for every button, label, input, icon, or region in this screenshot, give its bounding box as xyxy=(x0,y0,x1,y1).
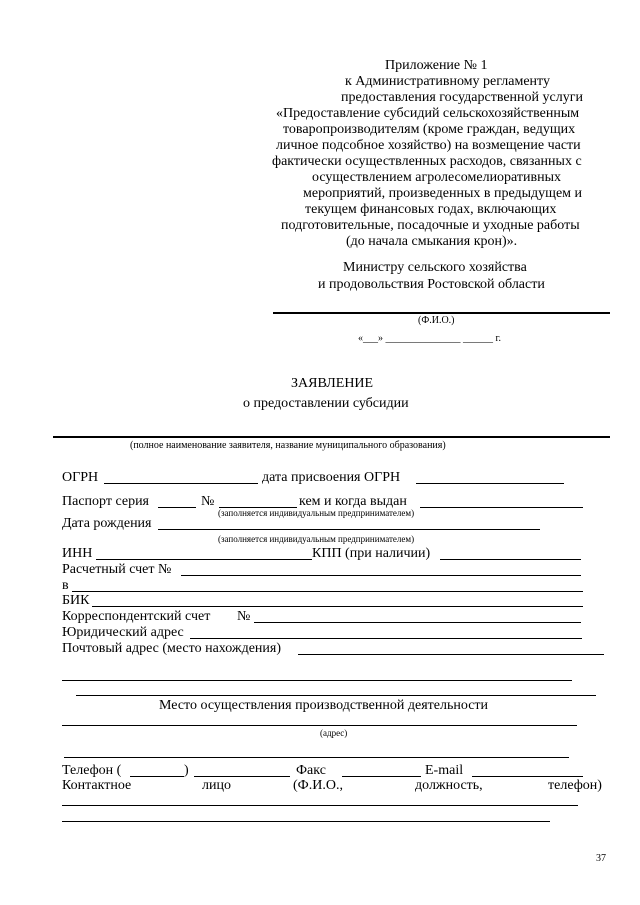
inn-input-line[interactable] xyxy=(96,559,312,560)
issued-by-input-line[interactable] xyxy=(420,507,583,508)
production-place-extra-line[interactable] xyxy=(64,757,569,758)
ogrn-date-input-line[interactable] xyxy=(416,483,564,484)
legal-address-label: Юридический адрес xyxy=(62,625,184,640)
phone-number-input-line[interactable] xyxy=(194,776,290,777)
account-input-line[interactable] xyxy=(181,575,581,576)
appendix-line-5: товаропроизводителям (кроме граждан, ведущих xyxy=(283,122,576,137)
addressee-line-1: Министру сельского хозяйства xyxy=(343,260,527,275)
ogrn-input-line[interactable] xyxy=(104,483,258,484)
document-title: ЗАЯВЛЕНИЕ xyxy=(291,376,374,391)
bank-input-line[interactable] xyxy=(72,591,583,592)
contact-person-line-1[interactable] xyxy=(62,805,578,806)
applicant-caption: (полное наименование заявителя, название муниципального образования) xyxy=(130,440,446,451)
ip-note-2: (заполняется индивидуальным предпринимателем) xyxy=(218,534,415,544)
address-extra-line-1[interactable] xyxy=(62,680,572,681)
contact-word: Контактное xyxy=(62,778,132,793)
addressee-line-2: и продовольствия Ростовской области xyxy=(318,277,545,292)
appendix-line-10: текущем финансовых годах, включающих xyxy=(305,202,557,217)
appendix-line-7: фактически осуществленных расходов, связанных с xyxy=(272,154,582,169)
appendix-line-1: Приложение № 1 xyxy=(385,58,488,73)
phone-close-word: телефон) xyxy=(548,778,602,793)
appendix-line-4: «Предоставление субсидий сельскохозяйственным xyxy=(276,106,580,121)
legal-address-input-line[interactable] xyxy=(190,638,582,639)
appendix-line-3: предоставления государственной услуги xyxy=(341,90,583,105)
ip-note-1: (заполняется индивидуальным предпринимателем) xyxy=(218,508,415,518)
position-word: должность, xyxy=(415,778,483,793)
corr-account-input-line[interactable] xyxy=(254,622,581,623)
production-place-input-line[interactable] xyxy=(62,725,577,726)
addressee-fio-line xyxy=(273,312,610,314)
kpp-label: КПП (при наличии) xyxy=(312,546,431,561)
corr-number-sign: № xyxy=(237,609,251,624)
fio-word: (Ф.И.О., xyxy=(293,778,343,793)
phone-label: Телефон ( xyxy=(62,763,122,778)
phone-code-input-line[interactable] xyxy=(130,776,184,777)
applicant-name-line xyxy=(53,436,610,438)
appendix-line-2: к Административному регламенту xyxy=(345,74,550,89)
passport-series-input-line[interactable] xyxy=(158,507,196,508)
fax-input-line[interactable] xyxy=(342,776,421,777)
bik-label: БИК xyxy=(62,593,90,608)
appendix-line-9: мероприятий, произведенных в предыдущем и xyxy=(303,186,583,201)
corr-account-label: Корреспондентский счет xyxy=(62,609,211,624)
account-label: Расчетный счет № xyxy=(62,562,172,577)
appendix-line-12: (до начала смыкания крон)». xyxy=(346,234,518,249)
document-subtitle: о предоставлении субсидии xyxy=(243,396,409,411)
appendix-line-8: осуществлением агролесомелиоративных xyxy=(312,170,562,185)
contact-person-line-2[interactable] xyxy=(62,821,550,822)
appendix-line-6: личное подсобное хозяйство) на возмещение части xyxy=(276,138,581,153)
birth-date-input-line[interactable] xyxy=(158,529,540,530)
date-line: «___» _______________ ______ г. xyxy=(358,333,501,344)
fax-label: Факс xyxy=(296,763,326,778)
bank-label: в xyxy=(62,578,69,593)
person-word: лицо xyxy=(202,778,231,793)
postal-address-label: Почтовый адрес (место нахождения) xyxy=(62,641,281,656)
inn-label: ИНН xyxy=(62,546,93,561)
passport-number-sign: № xyxy=(201,494,215,509)
birth-date-label: Дата рождения xyxy=(62,516,152,531)
bik-input-line[interactable] xyxy=(92,606,583,607)
issued-by-label: кем и когда выдан xyxy=(299,494,407,509)
page-number: 37 xyxy=(596,853,606,864)
email-input-line[interactable] xyxy=(472,776,583,777)
address-extra-line-2[interactable] xyxy=(76,695,596,696)
email-label: E-mail xyxy=(425,763,464,778)
kpp-input-line[interactable] xyxy=(440,559,581,560)
fio-caption: (Ф.И.О.) xyxy=(418,315,455,326)
passport-series-label: Паспорт серия xyxy=(62,494,149,509)
appendix-line-11: подготовительные, посадочные и уходные работы xyxy=(281,218,580,233)
ogrn-label: ОГРН xyxy=(62,470,99,485)
postal-address-input-line[interactable] xyxy=(298,654,604,655)
production-place-title: Место осуществления производственной деятельности xyxy=(159,698,489,713)
address-caption: (адрес) xyxy=(320,728,348,738)
phone-close-paren: ) xyxy=(184,763,189,778)
ogrn-date-label: дата присвоения ОГРН xyxy=(262,470,401,485)
